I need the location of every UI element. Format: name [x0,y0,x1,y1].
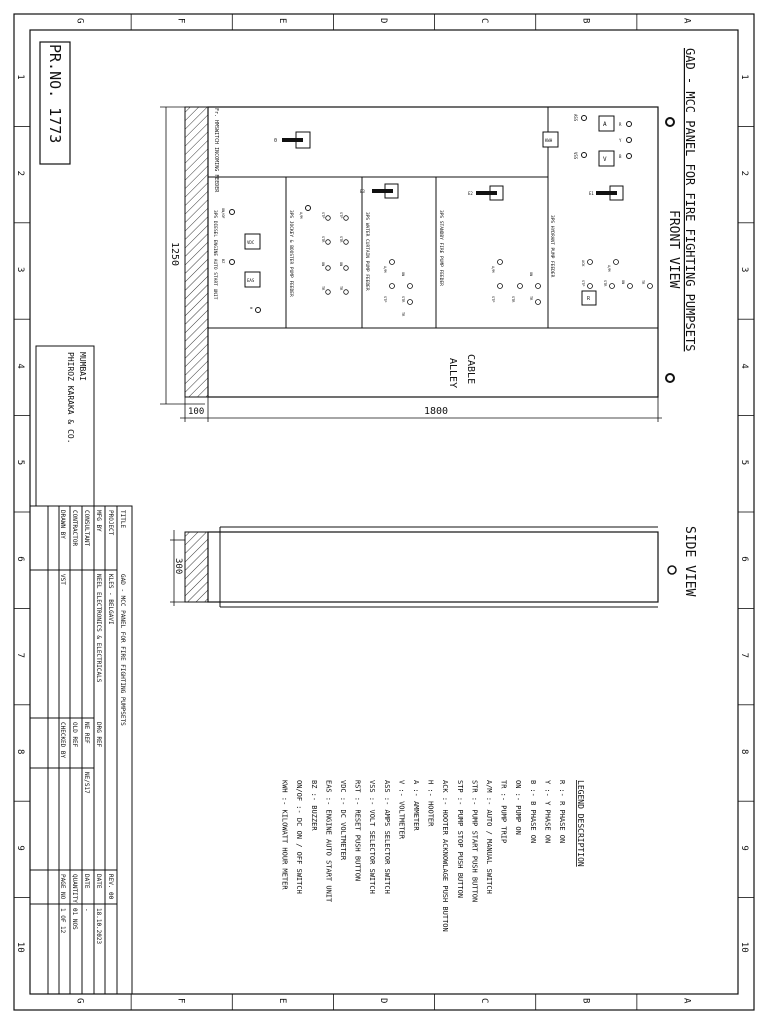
section-2-switch-no: E2 [468,191,473,196]
legend-list [281,780,566,932]
grid-number-right: 1 [739,74,749,80]
grid-number-left: 4 [15,363,25,369]
incomer-label: Fr. HMSWITCH INCOMING FEEDER [213,108,219,193]
section-2-tr: TR [529,296,533,301]
cable-alley-line-2: ALLEY [447,358,458,389]
section-2-label: 3PS STANDBY FIRE PUMP FEEDER [438,210,443,286]
front-view-heading: FRONT VIEW [666,210,681,289]
title-block-label: CONSULTANT [83,510,90,547]
mounting-hole-bottom [666,374,674,382]
grid-number-right: 3 [739,267,749,273]
legend-item: VSS :- VOLT SELECTOR SWITCH [368,780,377,894]
section-4-pushbutton [326,290,331,295]
ne-ref-value: NE/S17 [83,772,90,794]
grid-number-left: 10 [15,941,25,953]
section-5-onof-switch [230,210,235,215]
section-4-pushbutton [326,266,331,271]
address-line-1: PHIROZ KARAKA & CO. [66,352,75,444]
page-value: 1 OF 12 [59,908,66,934]
grid-number-right: 6 [739,556,749,562]
date-label: DATE [95,874,102,889]
height-dimension: 1250 [169,242,180,267]
title-block [30,506,132,994]
grid-number-right: 8 [739,749,749,755]
legend-item: EAS :- ENGINE AUTO START UNIT [324,780,333,903]
title-block-label: TITLE [119,510,126,529]
title-block-label: DRAWN BY [59,510,66,539]
grid-letter-bottom: A [681,998,692,1004]
compartment-dividers [208,107,548,328]
section-4-am-switch [306,206,311,211]
section-5-h: H [249,307,253,310]
side-view-heading: SIDE VIEW [682,526,697,597]
grid-letter-top: A [681,18,692,24]
phase-lamps [627,122,632,159]
depth-dimension: 100 [188,407,205,417]
grid-letter-bottom: B [580,998,591,1004]
section-3-am: A/M [383,266,387,273]
section-2-am: A/M [491,266,495,273]
buzzer [230,260,235,265]
grid-letter-top: G [74,18,85,24]
cable-alley-line-1: CABLE [465,354,476,385]
legend-title: LEGEND DESCRIPTION [576,780,585,867]
section-4-button-label: STR [339,236,343,243]
section-1-str: STR [603,280,607,287]
legend-item: VDC :- DC VOLTMETER [339,780,347,861]
title-block-text [59,510,126,945]
section-1-switch-no: E1 [589,191,594,196]
section-3-switch-no: E3 [360,189,365,194]
section-1-label: 3PS HYDRANT PUMP FEEDER [549,215,554,278]
grid-number-left: 2 [15,170,25,177]
grid-number-left: 5 [15,459,25,466]
grid-letter-bottom: G [74,998,85,1004]
section-4-button-label: TR [339,286,343,291]
section-4-label: 3PS JOCKEY & BOOSTER PUMP FEEDER [288,210,293,297]
side-depth-dimension: 300 [173,558,183,575]
title-block-value: NEEL ELECTRONICS & ELECTRICALS [95,574,102,683]
legend-item: A :- AMMETER [412,780,420,831]
grid-letter-top: C [479,18,490,24]
grid-number-left: 9 [15,845,25,851]
section-4-am: A/M [299,212,303,219]
legend-item: ASS :- AMPS SELECTOR SWITCH [382,780,391,894]
section-4-button-label: ON [321,262,325,267]
lamp-r: R [619,122,622,127]
vss-switch [582,153,587,158]
ne-ref-label: NE REF [83,722,90,744]
grid-number-right: 5 [739,459,749,466]
grid-number-right: 2 [739,170,749,177]
drawing-heading: GAD - MCC PANEL FOR FIRE FIGHTING PUMPSETS [683,48,697,352]
grid-number-left: 7 [15,652,25,659]
legend-item: STR :- PUMP START PUSH BUTTON [470,780,479,903]
legend-item: V :- VOLTMETER [397,780,406,840]
address-line-2: MUMBAI [78,352,87,381]
side-base-hatch [185,532,208,602]
dimension-lines [160,107,662,606]
section-2-switch [476,186,503,200]
old-ref-label: OLD REF [71,722,78,748]
section-1-stp: STP [581,280,585,287]
grid-number-right: 10 [739,941,749,953]
pr-no: PR.NO. 1773 [46,44,64,144]
side-panel [208,532,658,602]
grid-number-right: 7 [739,652,749,659]
section-4-pushbutton [326,216,331,221]
title-block-label: MFG BY [95,510,102,532]
date2-value: - [83,908,90,912]
section-1-on: ON [621,280,625,285]
legend-item: STP :- PUMP STOP PUSH BUTTON [455,780,464,899]
legend-item: B :- B PHASE ON [528,780,537,844]
section-4-button-label: STP [321,212,325,219]
legend-item: ACK :- HOOTER ACKNOWLAGE PUSH BUTTON [441,780,450,932]
legend-item: ON :- PUMP ON [514,780,523,835]
lamp-b: B [619,154,622,159]
section-5-label: 3PS DIESEL ENGINE AUTO START UNIT [212,210,217,300]
section-3-switch [372,184,398,198]
grid-letter-top: E [276,18,287,24]
eas-label: EAS [247,278,255,283]
grid-letter-top: F [175,18,186,24]
front-base-hatch [185,107,208,397]
grid-letter-bottom: F [175,998,186,1004]
legend-item: A/M :- AUTO / MANUAL SWITCH [485,780,493,894]
grid-letter-top: B [580,18,591,24]
grid-number-left: 1 [15,74,25,80]
section-1-rst: R [587,296,591,302]
quantity-label: QUANTITY [71,874,78,903]
hooter [256,308,261,313]
title-block-value: VST [59,574,66,585]
title-block-value: GAD - MCC PANEL FOR FIRE FIGHTING PUMPSETS [119,574,126,726]
page-label: PAGE NO [59,874,66,900]
section-2-controls [498,260,541,305]
checked-by-label: CHECKED BY [59,722,66,759]
section-4-pushbutton [344,216,349,221]
legend-item: KWH :- KILOWATT HOUR METER [280,780,289,890]
legend-item: RST :- RESET PUSH BUTTON [353,780,362,882]
section-1-ack: ACK [581,260,585,267]
grid-number-left: 8 [15,749,25,755]
grid-number-left: 3 [15,267,25,273]
section-4-pushbutton [344,266,349,271]
title-block-label: PROJECT [107,510,114,536]
section-4-button-label: STP [339,212,343,219]
section-1-switch [596,186,623,200]
front-panel [208,107,658,397]
section-2-str: STR [511,296,515,303]
grid-letter-bottom: C [479,998,490,1004]
section-3-stp: STP [383,296,387,303]
date-value: 18.10.2023 [95,908,102,945]
legend-item: TR :- PUMP TRIP [499,780,508,844]
grid-letter-top: D [378,18,388,24]
section-1-tr: TR [641,280,645,285]
grid-number-right: 4 [739,363,749,369]
lamp-y: Y [619,138,622,143]
date2-label: DATE [83,874,90,889]
section-2-stp: STP [491,296,495,303]
kwh-label: KWH [545,138,553,143]
voltmeter-label: V [603,156,607,163]
section-4-pushbutton [344,290,349,295]
ass-label: ASS [573,114,578,122]
vdc-label: VDC [247,240,255,245]
section-3-on: ON [401,272,405,277]
legend-item: R :- R PHASE ON [558,780,566,844]
legend-item: H :- HOOTER [426,780,435,827]
incomer-switch-no: 0 [274,138,278,144]
section-3-tr: TR [401,312,405,317]
width-dimension: 1800 [424,406,449,417]
section-4-button-label: TR [321,286,325,291]
section-5-onof: ON/OF [221,208,225,219]
section-4-pushbutton [344,240,349,245]
quantity-value: 01 NOS [71,908,78,930]
section-3-label: 3PS WATER CURTAIN PUMP FEEDER [364,212,369,291]
section-4-button-label: ON [339,262,343,267]
section-4-button-label: STR [321,236,325,243]
legend-item: BZ :- BUZZER [309,780,318,831]
section-3-controls [390,260,413,305]
drg-ref-label: DRG REF [95,722,102,748]
incomer-switch [282,132,310,148]
section-4-controls [321,212,348,294]
title-block-label: CONTRACTOR [71,510,78,547]
revision: REV. 00 [107,874,114,900]
section-5-bz: BZ [221,259,225,264]
vss-label: VSS [573,152,578,160]
grid-letter-bottom: E [276,998,287,1004]
section-3-str: STR [401,296,405,303]
legend-item: Y :- Y PHASE ON [543,780,552,844]
section-4-pushbutton [326,240,331,245]
grid-number-right: 9 [739,845,749,851]
side-lifting-eye [668,566,676,574]
legend-item: ON/OF :- DC ON / OFF SWITCH [295,780,304,894]
section-2-on: ON [529,272,533,277]
ammeter-label: A [603,121,607,128]
section-1-am: A/M [607,265,611,272]
mounting-hole-top [666,118,674,126]
title-block-value: KLES - BELGAVI [107,574,114,625]
grid-letter-bottom: D [378,998,388,1004]
grid-number-left: 6 [15,556,25,562]
ass-switch [582,116,587,121]
